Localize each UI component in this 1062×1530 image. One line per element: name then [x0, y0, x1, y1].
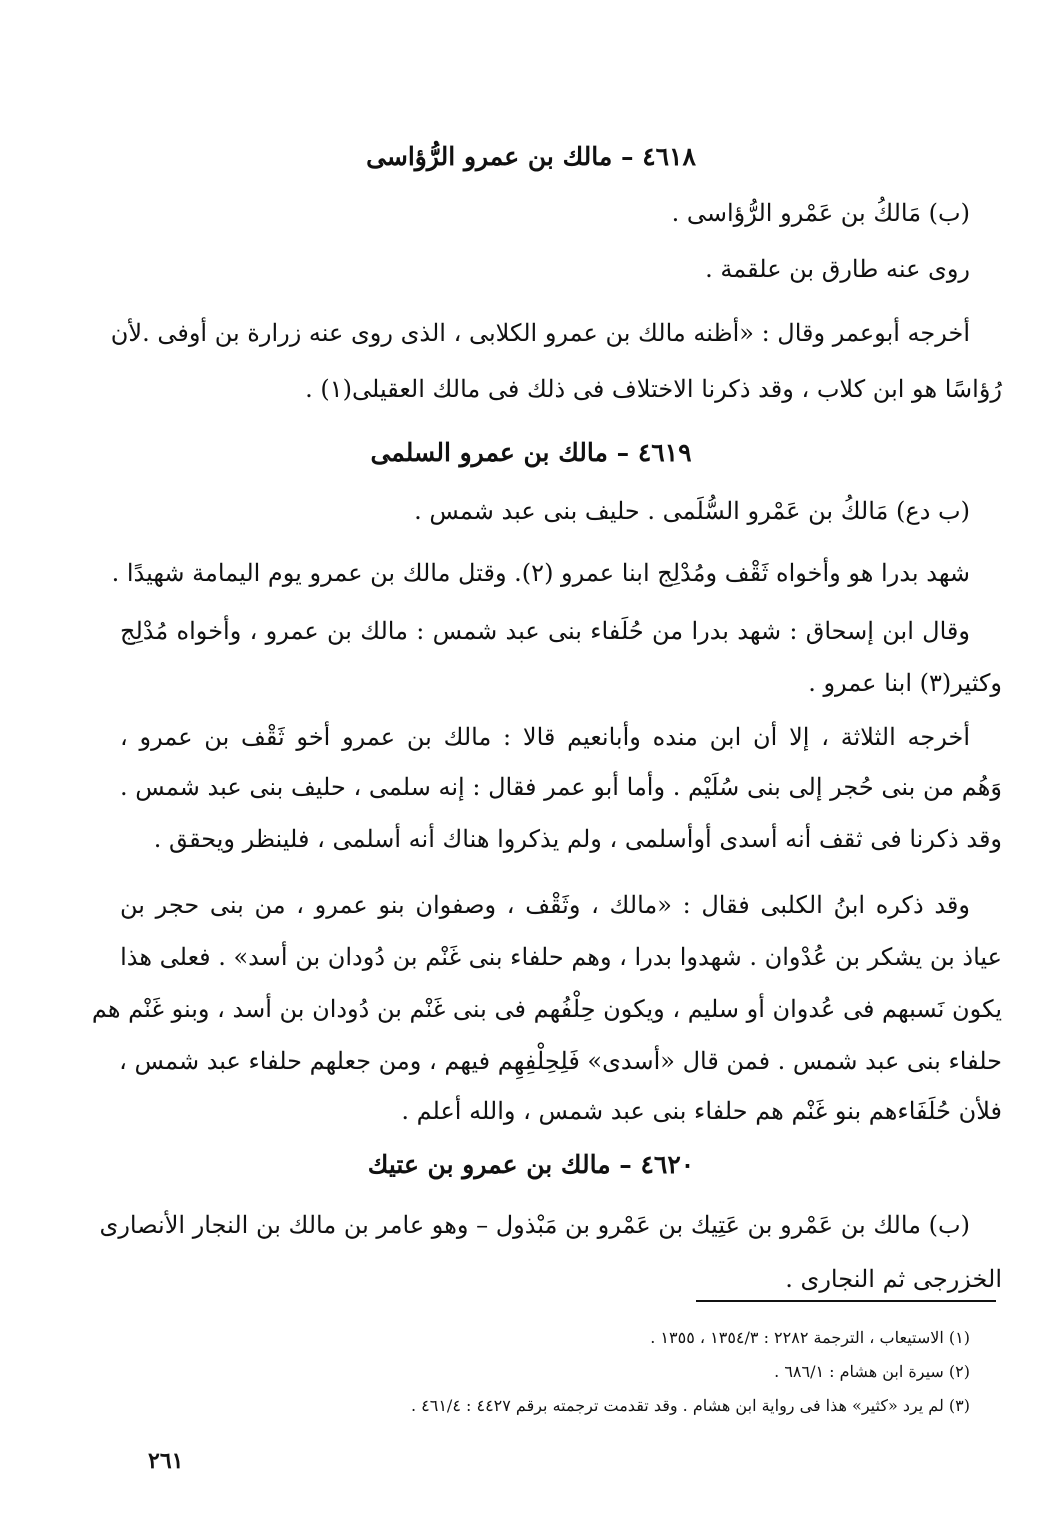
- entry-line: يكون نَسبهم فى عُدوان أو سليم ، ويكون حِلْفُهم فى بنى غَنْم بن دُودان بن أسد ، وبنو غَنْم هم: [91, 995, 1002, 1023]
- entry-line: الخزرجى ثم النجارى .: [785, 1265, 1002, 1293]
- footnote: (٣) لم يرد «كثير» هذا فى رواية ابن هشام . وقد تقدمت ترجمته برقم ٤٤٢٧ : ٤٦١/٤ .: [410, 1396, 970, 1415]
- entry-line: حلفاء بنى عبد شمس . فمن قال «أسدى» فَلِحِلْفِهِم فيهم ، ومن جعلهم حلفاء عبد شمس ،: [119, 1047, 1002, 1075]
- entry-line: أخرجه الثلاثة ، إلا أن ابن منده وأبانعيم قالا : مالك بن عمرو أخو ثَقْف بن عمرو ،: [120, 723, 970, 751]
- entry-line: وقد ذكره ابنُ الكلبى فقال : «مالك ، وثَقْف ، وصفوان بنو عمرو ، من بنى حجر بن: [120, 891, 970, 919]
- entry-line: شهد بدرا هو وأخواه ثَقْف ومُدْلِج ابنا عمرو (٢). وقتل مالك بن عمرو يوم اليمامة شهيدًا .: [111, 559, 970, 587]
- entry-line: فلأن حُلَفَاءهم بنو غَنْم هم حلفاء بنى عبد شمس ، والله أعلم .: [401, 1097, 1002, 1125]
- entry-title-4619: ٤٦١٩ – مالك بن عمرو السلمى: [370, 438, 692, 467]
- entry-title-4618: ٤٦١٨ – مالك بن عمرو الرُّؤاسى: [366, 142, 696, 171]
- entry-line: وقال ابن إسحاق : شهد بدرا من حُلَفاء بنى عبد شمس : مالك بن عمرو ، وأخواه مُدْلِج: [120, 617, 970, 645]
- entry-line: عياذ بن يشكر بن عُدْوان . شهدوا بدرا ، وهم حلفاء بنى غَنْم بن دُودان بن أسد» . فعلى هذا: [120, 943, 1002, 971]
- page-number: ٢٦١: [148, 1448, 184, 1474]
- entry-line: وكثير(٣) ابنا عمرو .: [808, 669, 1002, 697]
- entry-line: رُؤاسًا هو ابن كلاب ، وقد ذكرنا الاختلاف فى ذلك فى مالك العقيلى(١) .: [305, 375, 1002, 403]
- footnote: (١) الاستيعاب ، الترجمة ٢٢٨٢ : ١٣٥٤/٣ ، ١٣٥٥ .: [650, 1328, 970, 1347]
- entry-line: وَهُم من بنى حُجر إلى بنى سُلَيْم . وأما أبو عمر فقال : إنه سلمى ، حليف بنى عبد شمس .: [120, 773, 1003, 801]
- entry-line: (ب) مَالكُ بن عَمْرو الرُّؤاسى .: [671, 199, 970, 227]
- entry-line: (ب) مالك بن عَمْرو بن عَتِيك بن عَمْرو بن مَبْذول – وهو عامر بن مالك بن النجار الأنصارى: [99, 1211, 970, 1239]
- footnote-divider: [696, 1300, 996, 1302]
- entry-line: (ب دع) مَالكُ بن عَمْرو السُّلَمى . حليف بنى عبد شمس .: [414, 497, 970, 525]
- entry-title-4620: ٤٦٢٠ – مالك بن عمرو بن عتيك: [367, 1150, 695, 1179]
- entry-line: روى عنه طارق بن علقمة .: [705, 255, 970, 283]
- footnote: (٢) سيرة ابن هشام : ٦٨٦/١ .: [774, 1362, 970, 1381]
- entry-line: وقد ذكرنا فى ثقف أنه أسدى أوأسلمى ، ولم يذكروا هناك أنه أسلمى ، فلينظر ويحقق .: [153, 825, 1002, 853]
- entry-line: أخرجه أبوعمر وقال : «أظنه مالك بن عمرو الكلابى ، الذى روى عنه زرارة بن أوفى .لأن: [110, 319, 970, 347]
